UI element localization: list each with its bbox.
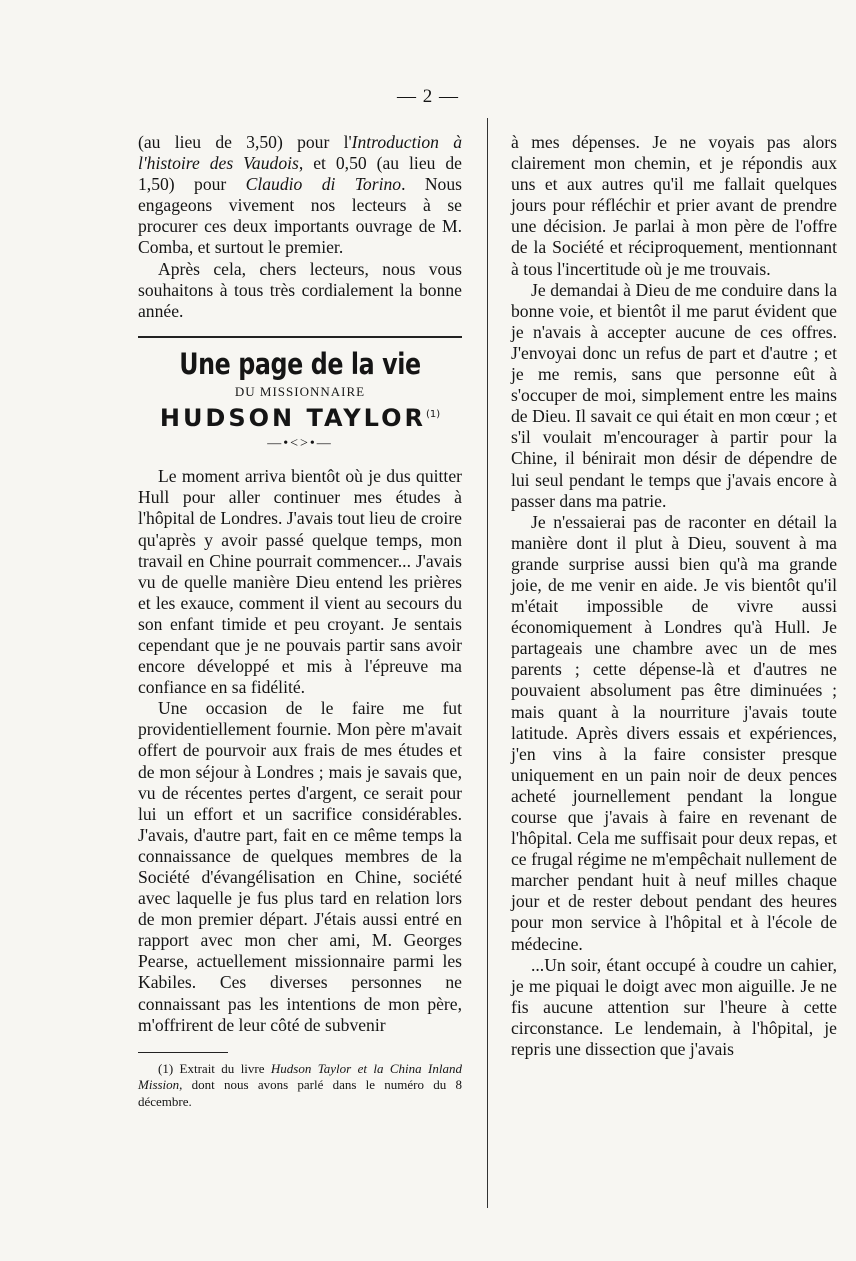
paragraph: Le moment arriva bientôt où je dus quitter Hull pour aller continuer mes études à l'hôpital de Londres. J'avais tout lieu de croire qu'après y avoir passé quelque temps, mon travail en Chine pourrait commencer... J'avais vu de quelle manière Dieu entend les prières et les exauce, comment il vient au secours du son enfant timide et peu croyant. Je sentais cependant que je ne pouvais partir sans avoir encore développé et mis à l'épreuve ma confiance en sa fidélité.: [138, 466, 462, 698]
paragraph: Après cela, chers lecteurs, nous vous souhaitons à tous très cordialement la bonne année.: [138, 258, 462, 321]
footnote-rule: [138, 1052, 228, 1053]
article-name: HUDSON TAYLOR$^{(1)}$: [159, 404, 441, 433]
article-heading: [138, 346, 462, 454]
paragraph: à mes dépenses. Je ne voyais pas alors clairement mon chemin, et je répondis aux uns et aux autres qu'il me fallait quelques jours pour réfléchir et prier avant de prendre une décision. Je parlai à mon père de l'offre de la Société et réciproquement, mentionnant à tous l'incertitude où je me trouvais.: [511, 132, 837, 279]
section-rule: [138, 336, 462, 338]
column-divider: [487, 118, 488, 1208]
footnote-marker: (1): [425, 409, 441, 421]
paragraph: ...Un soir, étant occupé à coudre un cahier, je me piquai le doigt avec mon aiguille. Je ne fis aucune attention sur l'heure à cette circonstance. Le lendemain, à l'hôpital, je repris une dissection que j'avais: [511, 954, 837, 1060]
ornament: —•<>•—: [267, 436, 333, 452]
article-subtitle: DU MISSIONNAIRE: [234, 383, 366, 399]
paragraph: Une occasion de le faire me fut providentiellement fournie. Mon père m'avait offert de pourvoir aux frais de mes études et de mon séjour à Londres ; mais je savais que, vu de récentes pertes d'argent, ce serait pour lui un effort et un sacrifice considérables. J'avais, d'autre part, fait en ce même temps la connaissance de quelques membres de la Société d'évangélisation en Chine, société avec laquelle je fus plus tard en relation lors de mon premier départ. J'étais aussi entré en rapport avec mon cher ami, M. Georges Pearse, actuellement missionnaire parmi les Kabiles. Ces diverses personnes ne connaissant pas les intentions de mon père, m'offrirent de leur côté de subvenir: [138, 698, 462, 1035]
paragraph: Je demandai à Dieu de me conduire dans la bonne voie, et bientôt il me parut évident que je n'avais à accepter aucune de ces offres. J'envoyai donc un refus de part et d'autre ; et je me remis, sans que personne eût à s'occuper de moi, simplement entre les mains de Dieu. Il savait ce qui était en mon cœur ; et s'il voulait m'encourager à partir pour la Chine, il bénirait mon désir de dépendre de lui seul pendant le temps que j'avais encore à passer dans ma patrie.: [511, 279, 837, 511]
left-column: [138, 132, 462, 1110]
page-number: — 2 —: [397, 86, 459, 107]
paragraph: Je n'essaierai pas de raconter en détail la manière dont il plut à Dieu, souvent à ma grande surprise aussi bien qu'à ma grande joie, de me venir en aide. Je vis bientôt qu'il m'était impossible de vivre aussi économiquement à Londres qu'à Hull. Je partageais une chambre avec un de mes parents ; cette dépense-là et d'autres ne pouvaient absolument pas être diminuées ; mais quant à la nourriture j'avais toute latitude. Après divers essais et expériences, j'en vins à la faire consister presque uniquement en un pain noir de deux pences acheté journellement pendant la longue course que j'avais à faire en revenant de l'hôpital. Cela me suffisait pour deux repas, et ce frugal régime ne m'empêchait nullement de marcher pendant huit à neuf milles chaque jour et de rester debout pendant des heures pour mon service à l'hôpital et à l'école de médecine.: [511, 511, 837, 954]
article-title: Une page de la vie: [179, 346, 421, 381]
right-column: [511, 132, 837, 1060]
footnote: (1) Extrait du livre Hudson Taylor et la China Inland Mission, dont nous avons parlé dans le numéro du 8 décembre.: [138, 1060, 462, 1109]
paragraph: (au lieu de 3,50) pour l'Introduction à l'histoire des Vaudois, et 0,50 (au lieu de 1,50) pour Claudio di Torino. Nous engageons vivement nos lecteurs à se procurer ces deux importants ouvrage de M. Comba, et surtout le premier.: [138, 132, 462, 258]
